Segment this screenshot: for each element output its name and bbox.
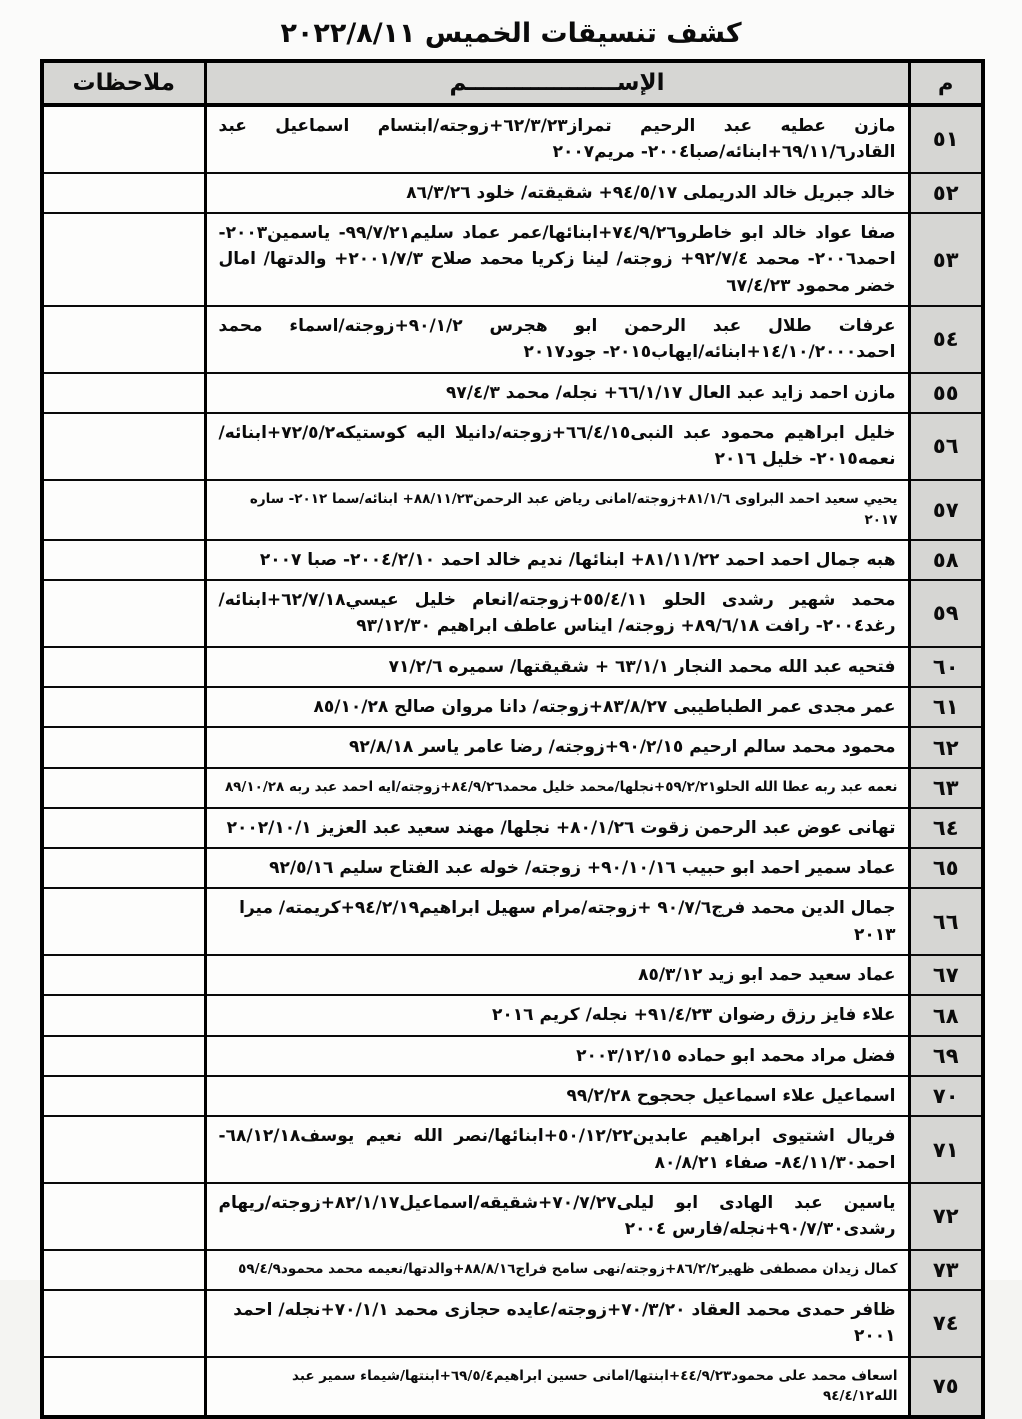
row-serial-cell: ٧٣ <box>909 1250 983 1290</box>
row-serial-cell: ٦١ <box>909 687 983 727</box>
row-name-cell: عماد سعيد حمد ابو زيد ٨٥/٣/١٢ <box>205 955 909 995</box>
table-row <box>42 768 983 808</box>
row-name-cell: خليل ابراهيم محمود عبد النبى٦٦/٤/١٥+زوجته/دانيلا اليه كوستيكه٧٢/٥/٢+ابنائه/نعمه٢٠١٥- خليل ٢٠١٦ <box>205 413 909 480</box>
row-name-cell: عماد سمير احمد ابو حبيب ٩٠/١٠/١٦+ زوجته/ خوله عبد الفتاح سليم ٩٢/٥/١٦ <box>205 848 909 888</box>
row-name-cell: اسماعيل علاء اسماعيل جحجوح ٩٩/٢/٢٨ <box>205 1076 909 1116</box>
row-name-cell: محمود محمد سالم ارحيم ٩٠/٢/١٥+زوجته/ رضا عامر ياسر ٩٢/٨/١٨ <box>205 727 909 767</box>
row-name-cell: كمال زيدان مصطفى ظهير٨٦/٢/٢+زوجته/نهى سامح فراج٨٨/٨/١٦+والدتها/نعيمه محمد محمود٥٩/٤/٩ <box>205 1250 909 1290</box>
row-notes-cell <box>42 213 205 306</box>
row-name-cell: يحيي سعيد احمد البراوى ٨١/١/٦+زوجته/امانى رياض عبد الرحمن٨٨/١١/٢٣+ ابنائه/سما ٢٠١٢- ساره ٢٠١٧ <box>205 480 909 540</box>
row-name-cell: فتحيه عبد الله محمد النجار ٦٣/١/١ + شقيقتها/ سميره ٧١/٢/٦ <box>205 647 909 687</box>
row-name-cell: عمر مجدى عمر الطباطيبى ٨٣/٨/٢٧+زوجته/ دانا مروان صالح ٨٥/١٠/٢٨ <box>205 687 909 727</box>
row-serial-cell: ٧٥ <box>909 1357 983 1418</box>
table-row <box>42 173 983 213</box>
row-name-cell: عرفات طلال عبد الرحمن ابو هجرس ٩٠/١/٢+زوجته/اسماء محمد احمد١٤/١٠/٢٠٠٠+ابنائه/ايهاب٢٠١٥- جود٢٠١٧ <box>205 306 909 373</box>
table-row <box>42 1250 983 1290</box>
table-row <box>42 1036 983 1076</box>
table-row <box>42 647 983 687</box>
row-name-cell: صفا عواد خالد ابو خاطرو٧٤/٩/٢٦+ابنائها/عمر عماد سليم٩٩/٧/٢١- ياسمين٢٠٠٣- احمد٢٠٠٦- محمد ٩٢/٧/٤+ زوجته/ لينا زكريا محمد صلاح ٢٠٠١/٧/٣+ والدتها/ امال خضر محمود ٦٧/٤/٢٣ <box>205 213 909 306</box>
row-notes-cell <box>42 955 205 995</box>
table-row <box>42 580 983 647</box>
row-name-cell: علاء فايز رزق رضوان ٩١/٤/٢٣+ نجله/ كريم ٢٠١٦ <box>205 995 909 1035</box>
row-notes-cell <box>42 848 205 888</box>
row-serial-cell: ٥٥ <box>909 373 983 413</box>
table-row <box>42 1076 983 1116</box>
row-serial-cell: ٧٤ <box>909 1290 983 1357</box>
table-row <box>42 848 983 888</box>
row-notes-cell <box>42 373 205 413</box>
row-notes-cell <box>42 1357 205 1418</box>
row-name-cell: فضل مراد محمد ابو حماده ٢٠٠٣/١٢/١٥ <box>205 1036 909 1076</box>
table-body <box>42 105 983 1417</box>
row-name-cell: نعمه عبد ربه عطا الله الحلو٥٩/٢/٢١+نجلها/محمد خليل محمد٨٤/٩/٢٦+زوجته/ايه احمد عبد ربه ٨٩/١٠/٢٨ <box>205 768 909 808</box>
row-notes-cell <box>42 888 205 955</box>
header-row <box>42 61 983 105</box>
row-notes-cell <box>42 1076 205 1116</box>
row-serial-cell: ٦٤ <box>909 808 983 848</box>
row-serial-cell: ٥٩ <box>909 580 983 647</box>
row-notes-cell <box>42 1036 205 1076</box>
table-row <box>42 1183 983 1250</box>
row-serial-cell: ٧٢ <box>909 1183 983 1250</box>
row-serial-cell: ٥١ <box>909 105 983 173</box>
table-row <box>42 888 983 955</box>
row-notes-cell <box>42 808 205 848</box>
row-notes-cell <box>42 413 205 480</box>
row-notes-cell <box>42 647 205 687</box>
page-title: كشف تنسيقات الخميس ٢٠٢٢/٨/١١ <box>280 18 742 49</box>
row-name-cell: مازن احمد زايد عبد العال ٦٦/١/١٧+ نجله/ محمد ٩٧/٤/٣ <box>205 373 909 413</box>
row-name-cell: مازن عطيه عبد الرحيم تمراز٦٢/٣/٢٣+زوجته/ابتسام اسماعيل عبد القادر٦٩/١١/٦+ابنائه/صبا٢٠٠٤- مريم٢٠٠٧ <box>205 105 909 173</box>
table-row <box>42 1357 983 1418</box>
row-serial-cell: ٥٤ <box>909 306 983 373</box>
row-serial-cell: ٦٠ <box>909 647 983 687</box>
table-row <box>42 808 983 848</box>
table-row <box>42 1290 983 1357</box>
row-notes-cell <box>42 480 205 540</box>
row-notes-cell <box>42 1250 205 1290</box>
row-notes-cell <box>42 306 205 373</box>
row-name-cell: هبه جمال احمد احمد ٨١/١١/٢٢+ ابنائها/ نديم خالد احمد ٢٠٠٤/٢/١٠- صبا ٢٠٠٧ <box>205 540 909 580</box>
row-name-cell: فريال اشتيوى ابراهيم عابدين٥٠/١٢/٢٢+ابنائها/نصر الله نعيم يوسف٦٨/١٢/١٨- احمد٨٤/١١/٣٠- صفاء ٨٠/٨/٢١ <box>205 1116 909 1183</box>
header-name: الإســـــــــــــــــــم <box>205 61 909 105</box>
row-serial-cell: ٦٥ <box>909 848 983 888</box>
header-serial: م <box>909 61 983 105</box>
table-row <box>42 540 983 580</box>
row-notes-cell <box>42 727 205 767</box>
row-serial-cell: ٥٦ <box>909 413 983 480</box>
table-row <box>42 373 983 413</box>
row-serial-cell: ٥٣ <box>909 213 983 306</box>
table-row <box>42 413 983 480</box>
table-row <box>42 1116 983 1183</box>
row-serial-cell: ٦٨ <box>909 995 983 1035</box>
row-notes-cell <box>42 1116 205 1183</box>
table-row <box>42 213 983 306</box>
row-serial-cell: ٦٢ <box>909 727 983 767</box>
row-serial-cell: ٥٨ <box>909 540 983 580</box>
row-notes-cell <box>42 580 205 647</box>
row-serial-cell: ٦٣ <box>909 768 983 808</box>
row-serial-cell: ٧٠ <box>909 1076 983 1116</box>
row-serial-cell: ٦٧ <box>909 955 983 995</box>
row-serial-cell: ٦٩ <box>909 1036 983 1076</box>
row-name-cell: ياسين عبد الهادى ابو ليلى٧٠/٧/٢٧+شقيقه/اسماعيل٨٢/١/١٧+زوجته/ريهام رشدى٩٠/٧/٣٠+نجله/فارس ٢٠٠٤ <box>205 1183 909 1250</box>
table-row <box>42 955 983 995</box>
row-notes-cell <box>42 687 205 727</box>
row-notes-cell <box>42 768 205 808</box>
row-serial-cell: ٥٢ <box>909 173 983 213</box>
coordination-table <box>40 59 985 1419</box>
row-notes-cell <box>42 1290 205 1357</box>
row-notes-cell <box>42 105 205 173</box>
table-row <box>42 727 983 767</box>
row-name-cell: محمد شهير رشدى الحلو ٥٥/٤/١١+زوجته/انعام خليل عيسي٦٢/٧/١٨+ابنائه/رغد٢٠٠٤- رافت ٨٩/٦/١٨+ زوجته/ ايناس عاطف ابراهيم ٩٣/١٢/٣٠ <box>205 580 909 647</box>
row-name-cell: اسعاف محمد على محمود٤٤/٩/٢٣+ابنتها/امانى حسين ابراهيم٦٩/٥/٤+ابنتها/شيماء سمير عبد الله٩٤/٤/١٢ <box>205 1357 909 1418</box>
row-name-cell: جمال الدين محمد فرج٩٠/٧/٦ +زوجته/مرام سهيل ابراهيم٩٤/٢/١٩+كريمته/ ميرا ٢٠١٣ <box>205 888 909 955</box>
row-notes-cell <box>42 173 205 213</box>
row-name-cell: تهانى عوض عبد الرحمن زقوت ٨٠/١/٢٦+ نجلها/ مهند سعيد عبد العزيز ٢٠٠٢/١٠/١ <box>205 808 909 848</box>
row-name-cell: خالد جبريل خالد الدريملى ٩٤/٥/١٧+ شقيقته/ خلود ٨٦/٣/٢٦ <box>205 173 909 213</box>
row-notes-cell <box>42 1183 205 1250</box>
table-row <box>42 105 983 173</box>
row-name-cell: ظافر حمدى محمد العقاد ٧٠/٣/٢٠+زوجته/عايده حجازى محمد ٧٠/١/١+نجله/ احمد ٢٠٠١ <box>205 1290 909 1357</box>
row-serial-cell: ٥٧ <box>909 480 983 540</box>
table-row <box>42 480 983 540</box>
table-row <box>42 306 983 373</box>
row-notes-cell <box>42 995 205 1035</box>
row-serial-cell: ٦٦ <box>909 888 983 955</box>
table-row <box>42 995 983 1035</box>
row-serial-cell: ٧١ <box>909 1116 983 1183</box>
table-row <box>42 687 983 727</box>
row-notes-cell <box>42 540 205 580</box>
header-notes: ملاحظات <box>42 61 205 105</box>
